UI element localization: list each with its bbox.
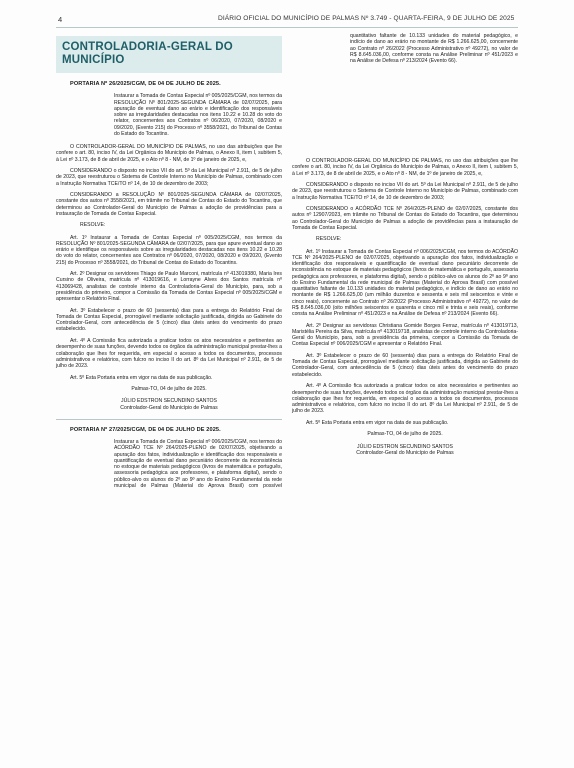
portaria-26-preamble: O CONTROLADOR-GERAL DO MUNICÍPIO DE PALMAS, no uso das atribuições que lhe confere o art. 80, inciso IV, da Lei Orgânica do Município de Palmas, o Anexo II, item I, subitem 5, à Lei nº 3.173, de 8 de abril de 2025, e o Ato nº 8 - NM, de 1º de janeiro de 2025, e, <box>56 144 282 163</box>
portaria-27-resolve: RESOLVE: <box>316 236 342 243</box>
portaria-26-date: Palmas-TO, 04 de julho de 2025. <box>131 386 207 393</box>
left-column <box>56 36 282 496</box>
gazette-title: DIÁRIO OFICIAL DO MUNICÍPIO DE PALMAS Nº 3.749 - QUARTA-FEIRA, 9 DE JULHO DE 2025 <box>218 15 515 22</box>
portaria-26-art2: Art. 2º Designar os servidores Thiago de Paulo Marconi, matrícula nº 413019380, Maria Ires Cursino de Oliveira, matrícula nº 413019616, e Lorrayne Alves dos Santos matrícula nº 413069428, analistas de controle interno da Controladoria-Geral do Município, para, sob a presidência do primeiro, compor a Comissão da Tomada de Contas Especial nº 005/2025/CGM e apresentar o Relatório Final. <box>56 271 282 303</box>
portaria-27-signer: JÚLIO EDSTRON SECUNDINO SANTOS <box>357 443 453 450</box>
portaria-26-title: PORTARIA Nº 26/2025/CGM, DE 04 DE JULHO DE 2025. <box>70 81 221 87</box>
portaria-27-ementa-continued <box>350 33 518 151</box>
portaria-27-ementa: Instaurar a Tomada de Contas Especial nº 006/2025/CGM, nos termos do ACÓRDÃO TCE Nº 264/2025-PLENO de 02/07/2025, objetivando a apuração dos fatos, individualização e identificação dos responsáveis e quantificação de eventual dano pecuniário decorrente da inconsistência no estoque de materiais pedagógicos (livros de matemática e português, assessoria pedagógica aos professores, e plataforma digital), sendo o público-alvo os alunos do 2º ao 9º ano do Ensino Fundamental da rede municipal de Palmas (Material do Aprova Brasil) com possível <box>114 439 282 489</box>
portaria-27-art5: Art. 5º Esta Portaria entra em vigor na data de sua publicação. <box>306 419 449 426</box>
header-divider <box>56 27 518 28</box>
section-banner: CONTROLADORIA-GERAL DO MUNICÍPIO <box>56 36 282 73</box>
section-divider <box>56 419 282 420</box>
portaria-27-art2: Art. 2º Designar as servidoras Christiana Gomide Borges Ferraz, matrícula nº 413019713, Maristélia Pereira da Silva, matrícula nº 413019718, analistas de controle interno da Controladoria-Geral do Município, para, sob a presidência da primeira, compor a Comissão da Tomada de Contas Especial nº 006/2025/CGM e apresentar o Relatório Final. <box>292 322 518 348</box>
portaria-27-art1: Art. 1º Instaurar a Tomada de Contas Especial nº 006/2025/CGM, nos termos do ACÓRDÃO TCE Nº 264/2025-PLENO de 02/07/2025, objetivando a apuração dos fatos, individualização e identificação dos responsáveis e quantificação de eventual dano pecuniário decorrente de inconsistência no estoque de materiais pedagógicos (livros de matemática e português, assessoria pedagógica aos professores, e plataforma digital), sendo o público-alvo os alunos do 2º ao 9º ano do Ensino Fundamental da rede municipal de Palmas (Material do Aprova Brasil) com possível quantitativo faltante de 10.133 unidades do material pedagógico, e indício de dano ao erário no montante de R$ 1.266.625,00 (um milhão duzentos e sessenta e seis mil seiscentos e vinte e cinco reais), concernente ao Contrato nº 26/2022 (Processo Administrativo nº 49272), no valor de R$ 8.645.036,00 (oito milhões seiscentos e quarenta e cinco mil e trinta e seis reais), conforme consta na Análise Preliminar nº 451/2023 e na Análise de Defesa nº 213/2024 (Evento 66). <box>292 248 518 318</box>
portaria-27-considerando-1: CONSIDERANDO o disposto no inciso VII do art. 5º da Lei Municipal nº 2.911, de 5 de julho de 2023, que reestruturou o Sistema de Controle Interno no Município de Palmas, combinado com a Instrução Normativa TCE/TO nº 14, de 10 de dezembro de 2003; <box>292 182 518 201</box>
portaria-26-resolve: RESOLVE: <box>80 222 106 229</box>
portaria-27-art3: Art. 3º Estabelecer o prazo de 60 (sessenta) dias para a entrega do Relatório Final de Tomada de Contas Especial, prorrogável mediante solicitação justificada, dirigida ao Gabinete do Controlador-Geral, com antecedência de 5 (cinco) dias úteis antes do vencimento do prazo estabelecido. <box>292 352 518 378</box>
portaria-26-art1: Art. 1º Instaurar a Tomada de Contas Especial nº 005/2025/CGM, nos termos da RESOLUÇÃO Nº 801/2025-SEGUNDA CÂMARA de 02/07/2025, para que apure eventual dano ao erário e identifique os responsáveis sobre as irregularidades destacadas nos itens 10.22 e 10.28 do voto do relator, concernentes aos Contratos nº 06/2020, 07/2020, 08/2020 e 09/2020, (Evento 215) do Processo nº 3558/2021, do Tribunal de Contas do Estado do Tocantins. <box>56 234 282 266</box>
portaria-27-art4: Art. 4º A Comissão fica autorizada a praticar todos os atos necessários e pertinentes ao desempenho de suas funções, devendo todos os órgãos da administração municipal prestar-lhes a colaboração que lhes for requerida, em especial o acesso a todos os documentos, processos administrativos e relatórios, com fulcro no inciso II do art. 8º da Lei Municipal nº 2.911, de 5 de julho de 2023. <box>292 383 518 415</box>
portaria-27-title: PORTARIA Nº 27/2025/CGM, DE 04 DE JULHO DE 2025. <box>70 426 221 433</box>
page-header <box>0 0 574 34</box>
portaria-26-art4: Art. 4º A Comissão fica autorizada a praticar todos os atos necessários e pertinentes ao desempenho de suas funções, devendo todos os órgãos da administração municipal prestar-lhes a colaboração que lhes for requerida, em especial o acesso a todos os documentos, processos administrativos e relatórios, com fulcro no inciso II do art. 8º da Lei Municipal nº 2.911, de 5 de julho de 2023. <box>56 338 282 370</box>
portaria-27-ementa-text: quantitativo faltante de 10.133 unidades do material pedagógico, e indício de dano ao erário no montante de R$ 1.266.625,00, concernente ao Contrato nº 26/2022 (Processo Administrativo nº 49272), no valor de R$ 8.645.036,00, conforme consta na Análise Preliminar nº 451/2023 e na Análise de Defesa nº 213/2024 (Evento 66). <box>350 33 518 64</box>
portaria-26-considerando-2: CONSIDERANDO a RESOLUÇÃO Nº 801/2025-SEGUNDA CÂMARA de 02/07/2025, constante dos autos nº 3558/2021, em trâmite no Tribunal de Contas do Estado do Tocantins, que determinou ao Controlador-Geral do Município de Palmas a adoção de providências para a instauração de Tomada de Contas Especial. <box>56 192 282 217</box>
portaria-26-signer: JÚLIO EDSTRON SECUNDINO SANTOS <box>121 398 217 405</box>
portaria-26-art5: Art. 5º Esta Portaria entra em vigor na data de sua publicação. <box>70 374 213 381</box>
portaria-27-date: Palmas-TO, 04 de julho de 2025. <box>367 431 443 438</box>
portaria-26-signer-role: Controlador-Geral do Município de Palmas <box>120 404 218 411</box>
right-column <box>292 33 518 456</box>
portaria-27-preamble: O CONTROLADOR-GERAL DO MUNICÍPIO DE PALMAS, no uso das atribuições que lhe confere o art. 80, inciso IV, da Lei Orgânica do Município de Palmas, o Anexo II, item I, subitem 5, à Lei nº 3.173, de 8 de abril de 2025, e o Ato nº 8 - NM, de 1º de janeiro de 2025, e, <box>292 158 518 177</box>
portaria-27-signer-role: Controlador-Geral do Município de Palmas <box>356 449 454 456</box>
portaria-27-considerando-2: CONSIDERANDO o ACÓRDÃO TCE Nº 264/2025-PLENO de 02/07/2025, constante dos autos nº 12907/2023, em trâmite no Tribunal de Contas do Estado do Tocantins, que determinou ao Controlador-Geral do Município de Palmas a adoção de providências para a instauração de Tomada de Contas Especial. <box>292 206 518 231</box>
portaria-26-considerando-1: CONSIDERANDO o disposto no inciso VII do art. 5º da Lei Municipal nº 2.911, de 5 de julho de 2023, que reestruturou o Sistema de Controle Interno no Município de Palmas, combinado com a Instrução Normativa TCE/TO nº 14, de 10 de dezembro de 2003; <box>56 168 282 187</box>
page-number: 4 <box>58 15 63 24</box>
portaria-26-art3: Art. 3º Estabelecer o prazo de 60 (sessenta) dias para a entrega do Relatório Final de Tomada de Contas Especial, prorrogável mediante solicitação justificada, dirigida ao Gabinete do Controlador-Geral, com antecedência de 5 (cinco) dias úteis antes do vencimento do prazo estabelecido. <box>56 307 282 333</box>
portaria-26-ementa: Instaurar a Tomada de Contas Especial nº 005/2025/CGM, nos termos da RESOLUÇÃO Nº 801/2025-SEGUNDA CÂMARA de 02/07/2025, para apuração de eventual dano ao erário e identificação dos responsáveis sobre as irregularidades destacadas nos itens 10.22 e 10.28 do voto do relator, concernentes aos Contratos nº 06/2020, 07/2020, 08/2020 e 09/2020, (Evento 215) do Processo nº 3558/2021, do Tribunal de Contas do Estado do Tocantins. <box>114 93 282 137</box>
